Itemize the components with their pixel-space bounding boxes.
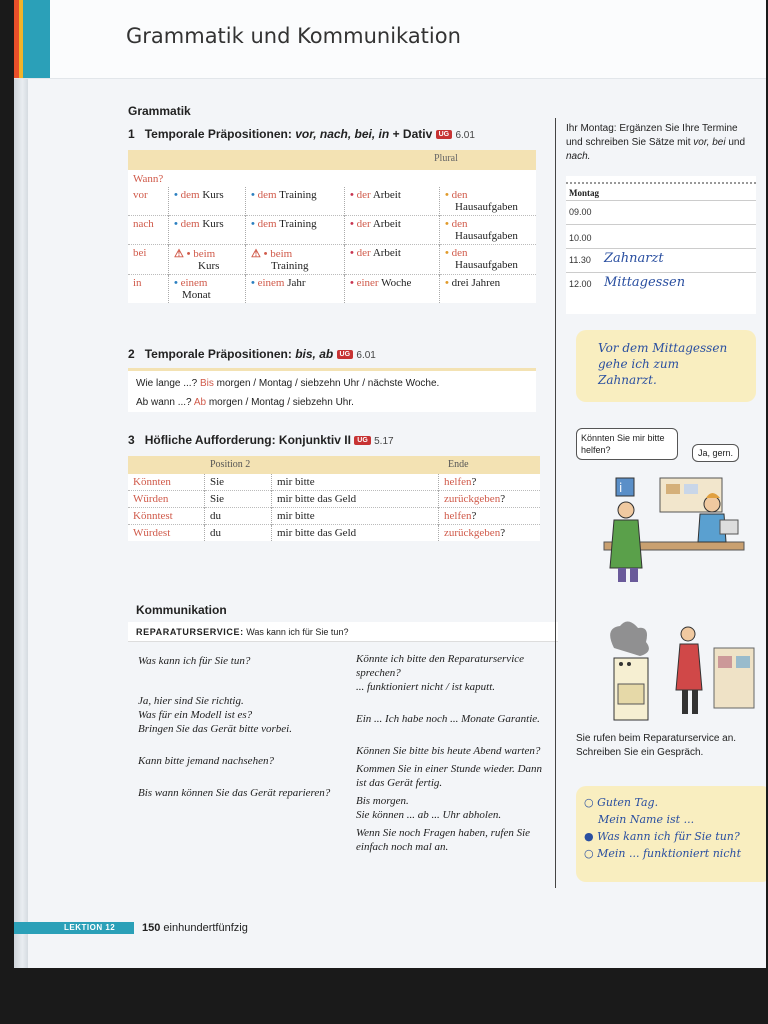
color-tabs <box>14 0 50 78</box>
article: der <box>356 189 371 201</box>
phrase: Können Sie bitte bis heute Abend warten? <box>356 745 541 757</box>
ab-line <box>136 393 528 412</box>
reparatur-question: Was kann ich für Sie tun? <box>246 627 349 637</box>
article: dem <box>180 218 200 230</box>
section1-suffix: + Dativ <box>392 127 433 141</box>
prep-cell: nach <box>128 216 169 245</box>
noun: Jahren <box>471 277 501 289</box>
noun: Woche <box>381 277 412 289</box>
section2-terms: bis, ab <box>295 347 334 361</box>
noun: Training <box>279 189 317 201</box>
article: einer <box>356 277 379 289</box>
dialog-note-box <box>576 786 766 882</box>
table-row <box>128 187 536 216</box>
dialog-text: Mein ... funktioniert nicht <box>597 847 741 860</box>
section2-heading <box>128 347 376 361</box>
section2-text: Temporale Präpositionen: <box>144 347 292 361</box>
section2-box <box>128 368 536 412</box>
article: einem <box>180 277 208 289</box>
bullet-icon: • <box>350 277 354 289</box>
table3-header <box>128 456 540 474</box>
middle-cell: mir bitte das Geld <box>272 491 439 508</box>
comm-left-column <box>138 654 348 812</box>
column-divider <box>555 118 556 888</box>
article: den <box>451 247 468 259</box>
phrase: Was kann ich für Sie tun? <box>138 655 251 667</box>
end-verb: zurückgeben <box>444 527 501 539</box>
bullet-icon: • <box>350 189 354 201</box>
article: beim <box>270 248 293 260</box>
end-verb: helfen <box>444 510 472 522</box>
article: den <box>451 189 468 201</box>
bullet-icon: • <box>174 218 178 230</box>
phrase: Bis morgen. <box>356 795 409 807</box>
question-mark: ? <box>500 527 506 539</box>
subject-cell: Sie <box>205 491 272 508</box>
noun: Training <box>279 218 317 230</box>
table-row <box>128 245 536 275</box>
bullet-icon: • <box>350 218 354 230</box>
helpdesk-drawing <box>574 464 760 584</box>
noun: Hausaufgaben <box>455 201 518 213</box>
note1-text: Vor dem Mittagessen gehe ich zum Zahnarzt. <box>598 341 728 387</box>
phrase: Kann bitte jemand nachsehen? <box>138 755 274 767</box>
question-mark: ? <box>471 510 477 522</box>
textbook-page <box>14 0 766 968</box>
calendar <box>566 176 756 314</box>
bullet-icon: • <box>445 247 449 259</box>
table1-header <box>128 150 536 170</box>
article: dem <box>180 189 200 201</box>
bis-line <box>136 374 528 393</box>
task1-nach: nach. <box>566 151 591 162</box>
page-number-words: einhundertfünfzig <box>163 922 248 934</box>
article: drei <box>451 277 469 289</box>
preposition: Bis <box>199 378 214 389</box>
noun: Kurs <box>202 218 224 230</box>
bullet-icon: • <box>251 189 255 201</box>
verb-cell: Würden <box>128 491 205 508</box>
section3-num: 3 <box>128 433 135 447</box>
subject-cell: du <box>205 525 272 542</box>
prep-cell: in <box>128 275 169 304</box>
calendar-time: 12.00 <box>569 279 592 289</box>
table-row <box>128 275 536 304</box>
noun: Training <box>271 260 309 272</box>
noun: Arbeit <box>372 218 401 230</box>
task1-text: Ihr Montag: Ergänzen Sie Ihre Termine und schreiben Sie Sätze mit <box>566 123 738 148</box>
ende-label: Ende <box>448 459 469 470</box>
examples: morgen / Montag / siebzehn Uhr / nächste Woche. <box>216 378 440 389</box>
task1-und: und <box>728 137 746 148</box>
speaker-b-icon: ● <box>584 830 594 843</box>
noun: Hausaufgaben <box>455 230 518 242</box>
section3-text: Höfliche Aufforderung: Konjunktiv II <box>144 433 351 447</box>
table-row <box>128 508 540 525</box>
reparatur-label-bar <box>128 622 558 642</box>
note1-box <box>576 330 756 402</box>
verb-cell: Könntest <box>128 508 205 525</box>
noun: Arbeit <box>372 189 401 201</box>
table-row <box>128 216 536 245</box>
subject-cell: Sie <box>205 474 272 491</box>
footer-bar <box>14 922 134 934</box>
noun: Kurs <box>198 260 220 272</box>
dialog-text: Guten Tag. <box>597 796 659 809</box>
subject-cell: du <box>205 508 272 525</box>
section2-num: 2 <box>128 347 135 361</box>
phrase: Bringen Sie das Gerät bitte vorbei. <box>138 723 292 735</box>
article: dem <box>257 218 277 230</box>
speaker-a-icon: ○ <box>584 796 594 809</box>
calendar-entry: Zahnarzt <box>604 251 664 266</box>
phrase: ... funktioniert nicht / ist kaputt. <box>356 681 496 693</box>
header-band <box>14 0 766 79</box>
noun: Kurs <box>202 189 224 201</box>
table1 <box>128 170 536 303</box>
calendar-row <box>566 272 756 301</box>
prep-cell: bei <box>128 245 169 275</box>
speech-bubble-reply: Ja, gern. <box>692 444 739 462</box>
sidebar-task2: Sie rufen beim Reparaturservice an. Schreiben Sie ein Gespräch. <box>576 733 737 758</box>
phrase: Bis wann können Sie das Gerät reparieren? <box>138 787 331 799</box>
reparatur-label: REPARATURSERVICE: <box>136 627 244 637</box>
bullet-icon: • <box>445 277 449 289</box>
section1-terms: vor, nach, bei, in <box>295 127 390 141</box>
warning-icon: ⚠ • <box>174 248 191 260</box>
helpdesk-illustration <box>574 424 760 584</box>
bullet-icon: • <box>251 218 255 230</box>
noun: Hausaufgaben <box>455 259 518 271</box>
calendar-binding <box>566 176 756 184</box>
section2-ref: 6.01 <box>356 350 376 361</box>
table-row <box>128 491 540 508</box>
phrase: Was für ein Modell ist es? <box>138 709 253 721</box>
dialog-lines <box>584 794 741 862</box>
page-title: Grammatik und Kommunikation <box>126 24 461 48</box>
broken-appliance-illustration <box>584 618 760 724</box>
position2-label: Position 2 <box>210 459 251 470</box>
preposition: Ab <box>193 397 207 408</box>
phrase: Ja, hier sind Sie richtig. <box>138 695 244 707</box>
calendar-row <box>566 248 756 273</box>
page-number-digits: 150 <box>142 922 161 934</box>
article: einem <box>257 277 285 289</box>
calendar-time: 09.00 <box>569 207 592 217</box>
phrase: Kommen Sie in einer Stunde wieder. Dann ist das Gerät fertig. <box>356 763 543 789</box>
phrase: Könnte ich bitte den Reparaturservice sprechen? <box>356 653 525 679</box>
noun: Arbeit <box>372 247 401 259</box>
question: Ab wann ...? <box>136 397 192 408</box>
section1-heading <box>128 127 475 141</box>
bullet-icon: • <box>445 218 449 230</box>
noun: Jahr <box>287 277 306 289</box>
middle-cell: mir bitte <box>272 474 439 491</box>
calendar-row <box>566 200 756 225</box>
wann-label: Wann? <box>133 173 164 185</box>
dialog-line <box>584 794 741 811</box>
calendar-time: 10.00 <box>569 233 592 243</box>
prep-cell: vor <box>133 189 148 201</box>
bullet-icon: • <box>251 277 255 289</box>
article: beim <box>193 248 216 260</box>
table3 <box>128 474 540 541</box>
section3-badge: UG <box>354 436 371 445</box>
speaker-a-icon: ○ <box>584 847 594 860</box>
dialog-text: Was kann ich für Sie tun? <box>597 830 740 843</box>
table3-wrap <box>128 456 540 541</box>
noun: Monat <box>182 289 211 301</box>
section3-ref: 5.17 <box>374 436 394 447</box>
phrase: Sie können ... ab ... Uhr abholen. <box>356 809 502 821</box>
comm-right-column <box>356 652 552 854</box>
calendar-day: Montag <box>569 188 599 198</box>
section1-text: Temporale Präpositionen: <box>144 127 292 141</box>
dialog-text: Mein Name ist ... <box>598 813 695 826</box>
article: dem <box>257 189 277 201</box>
page-number <box>142 922 248 934</box>
warning-icon: ⚠ • <box>251 248 268 260</box>
bullet-icon: • <box>445 189 449 201</box>
article: der <box>356 218 371 230</box>
svg-text:i: i <box>619 481 623 495</box>
grammatik-title: Grammatik <box>128 104 191 118</box>
dialog-line <box>584 828 741 845</box>
page-edge-stack <box>14 0 28 968</box>
examples: morgen / Montag / siebzehn Uhr. <box>208 397 354 408</box>
table-row <box>128 525 540 542</box>
article: den <box>451 218 468 230</box>
bullet-icon: • <box>350 247 354 259</box>
sidebar-task1 <box>566 122 756 164</box>
phrase: Wenn Sie noch Fragen haben, rufen Sie einfach noch mal an. <box>356 827 531 853</box>
section3-heading <box>128 433 394 447</box>
middle-cell: mir bitte <box>272 508 439 525</box>
table1-wrap <box>128 150 536 303</box>
verb-cell: Könnten <box>133 476 171 488</box>
article: der <box>356 247 371 259</box>
verb-cell: Würdest <box>128 525 205 542</box>
phrase: Ein ... Ich habe noch ... Monate Garantie. <box>356 713 540 725</box>
bullet-icon: • <box>174 189 178 201</box>
section1-badge: UG <box>436 130 453 139</box>
end-verb: helfen <box>444 476 472 488</box>
calendar-entry: Mittagessen <box>604 275 686 290</box>
bullet-icon: • <box>174 277 178 289</box>
dialog-line <box>584 811 741 828</box>
end-verb: zurückgeben <box>444 493 501 505</box>
question: Wie lange ...? <box>136 378 198 389</box>
lesson-label: LEKTION 12 <box>64 923 116 932</box>
section1-ref: 6.01 <box>455 130 475 141</box>
section1-num: 1 <box>128 127 135 141</box>
kommunikation-title: Kommunikation <box>136 603 227 617</box>
question-mark: ? <box>500 493 506 505</box>
middle-cell: mir bitte das Geld <box>272 525 439 542</box>
task1-terms: vor, bei <box>693 137 726 148</box>
speech-bubble-help: Könnten Sie mir bitte helfen? <box>576 428 678 460</box>
section2-badge: UG <box>337 350 354 359</box>
dialog-line <box>584 845 741 862</box>
appliance-drawing <box>584 618 760 724</box>
table-row <box>128 474 540 491</box>
question-mark: ? <box>471 476 477 488</box>
calendar-time: 11.30 <box>569 255 591 265</box>
plural-label: Plural <box>434 153 458 164</box>
calendar-row <box>566 224 756 249</box>
